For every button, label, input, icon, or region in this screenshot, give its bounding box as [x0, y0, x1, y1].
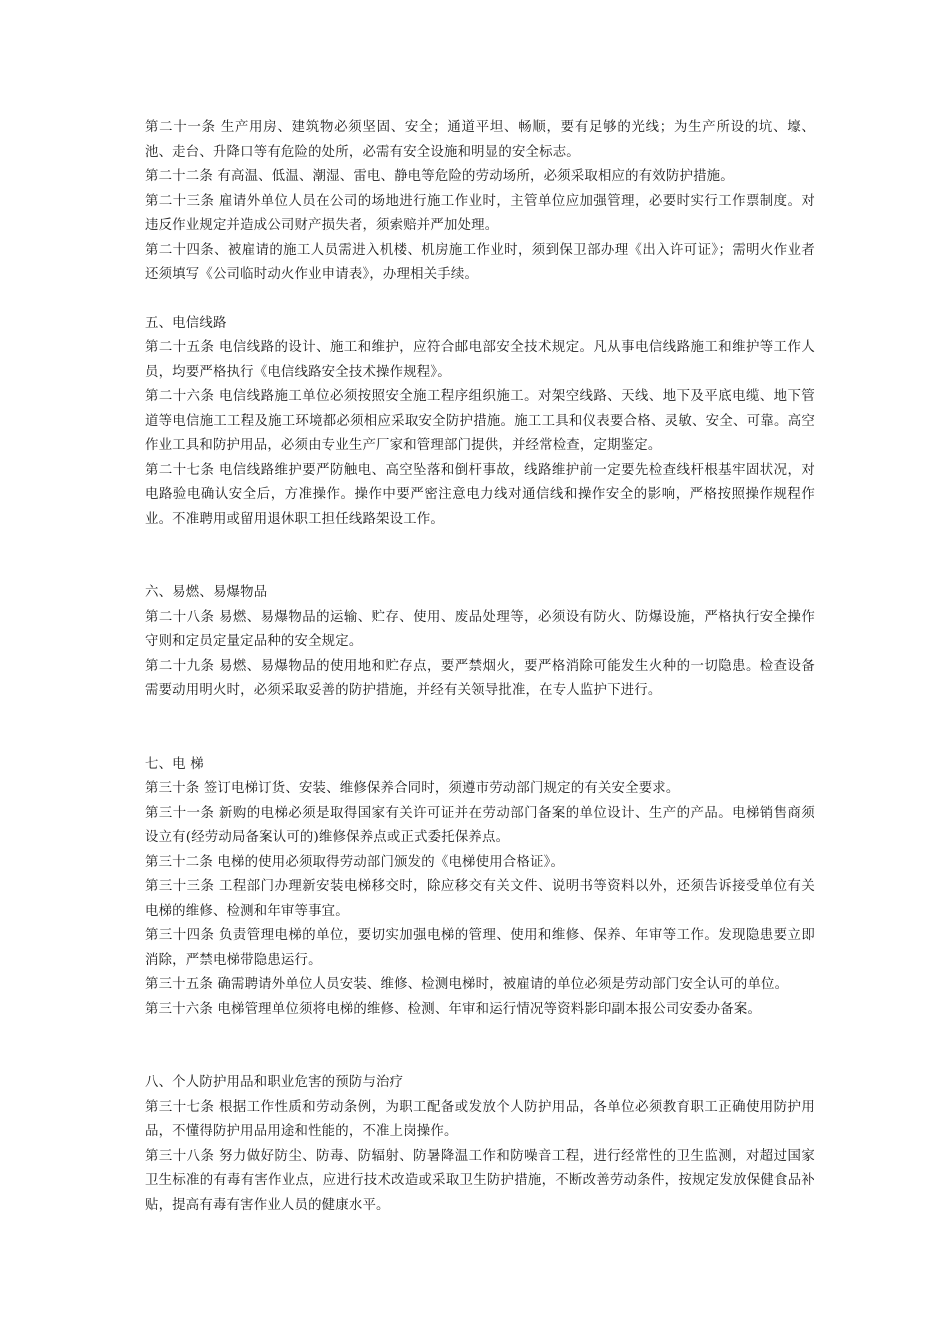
article-28: 第二十八条 易燃、易爆物品的运输、贮存、使用、废品处理等，必须设有防火、防爆设施，严格执行安全操作守则和定员定量定品种的安全规定。: [145, 609, 815, 649]
article-38: 第三十八条 努力做好防尘、防毒、防辐射、防暑降温工作和防噪音工程，进行经常性的卫生监测，对超过国家卫生标准的有毒有害作业点，应进行技术改造或采取卫生防护措施，不断改善劳动条件，按规定发放保健食品补贴，提高有毒有害作业人员的健康水平。: [145, 1148, 815, 1213]
document-page: [145, 116, 815, 1218]
article-21: 第二十一条 生产用房、建筑物必须坚固、安全；通道平坦、畅顺，要有足够的光线；为生产所设的坑、壕、池、走台、升降口等有危险的处所，必需有安全设施和明显的安全标志。: [145, 120, 815, 160]
article-35: 第三十五条 确需聘请外单位人员安装、维修、检测电梯时，被雇请的单位必须是劳动部门安全认可的单位。: [145, 977, 789, 992]
article-34: 第三十四条 负责管理电梯的单位，要切实加强电梯的管理、使用和维修、保养、年审等工作。发现隐患要立即消除，严禁电梯带隐患运行。: [145, 928, 815, 968]
section-general: [145, 116, 815, 288]
article-24: 第二十四条、被雇请的施工人员需进入机楼、机房施工作业时，须到保卫部办理《出入许可证》；需明火作业者还须填写《公司临时动火作业申请表》，办理相关手续。: [145, 242, 815, 282]
article-30: 第三十条 签订电梯订货、安装、维修保养合同时，须遵市劳动部门规定的有关安全要求。: [145, 781, 680, 796]
article-27: 第二十七条 电信线路维护要严防触电、高空坠落和倒杆事故，线路维护前一定要先检查线杆根基牢固状况，对电路验电确认安全后，方准操作。操作中要严密注意电力线对通信线和操作安全的影响，严格按照操作规程作业。不准聘用或留用退休职工担任线路架设工作。: [145, 462, 815, 527]
article-36: 第三十六条 电梯管理单位须将电梯的维修、检测、年审和运行情况等资料影印副本报公司安委办备案。: [145, 1001, 762, 1017]
section-heading: 六、易燃、易爆物品: [145, 585, 268, 600]
section-elevators: [145, 753, 815, 1023]
section-flammables: [145, 581, 815, 704]
article-32: 第三十二条 电梯的使用必须取得劳动部门颁发的《电梯使用合格证》。: [145, 854, 565, 870]
article-25: 第二十五条 电信线路的设计、施工和维护，应符合邮电部安全技术规定。凡从事电信线路施工和维护等工作人员，均要严格执行《电信线路安全技术操作规程》。: [145, 340, 815, 380]
article-37: 第三十七条 根据工作性质和劳动条例，为职工配备或发放个人防护用品，各单位必须教育职工正确使用防护用品，不懂得防护用品用途和性能的，不准上岗操作。: [145, 1099, 815, 1139]
article-26: 第二十六条 电信线路施工单位必须按照安全施工程序组织施工。对架空线路、天线、地下及平底电缆、地下管道等电信施工工程及施工环境都必须相应采取安全防护措施。施工工具和仪表要合格、灵敏、安全、可靠。高空作业工具和防护用品，必须由专业生产厂家和管理部门提供，并经常检查，定期鉴定。: [145, 389, 815, 453]
article-22: 第二十二条 有高温、低温、潮湿、雷电、静电等危险的劳动场所，必须采取相应的有效防护措施。: [145, 169, 734, 184]
section-protective-equipment: [145, 1071, 815, 1218]
article-23: 第二十三条 雇请外单位人员在公司的场地进行施工作业时，主管单位应加强管理，必要时实行工作票制度。对违反作业规定并造成公司财产损失者，须索赔并严加处理。: [145, 193, 815, 233]
section-telecom-lines: [145, 312, 815, 533]
article-33: 第三十三条 工程部门办理新安装电梯移交时，除应移交有关文件、说明书等资料以外，还须告诉接受单位有关电梯的维修、检测和年审等事宜。: [145, 879, 815, 919]
section-heading: 七、电 梯: [145, 756, 204, 772]
article-29: 第二十九条 易燃、易爆物品的使用地和贮存点，要严禁烟火，要严格消除可能发生火种的一切隐患。检查设备需要动用明火时，必须采取妥善的防护措施，并经有关领导批准，在专人监护下进行。: [145, 658, 815, 698]
article-31: 第三十一条 新购的电梯必须是取得国家有关许可证并在劳动部门备案的单位设计、生产的产品。电梯销售商须设立有(经劳动局备案认可的)维修保养点或正式委托保养点。: [145, 805, 815, 845]
section-heading: 五、电信线路: [145, 315, 227, 331]
section-heading: 八、个人防护用品和职业危害的预防与治疗: [145, 1075, 404, 1090]
